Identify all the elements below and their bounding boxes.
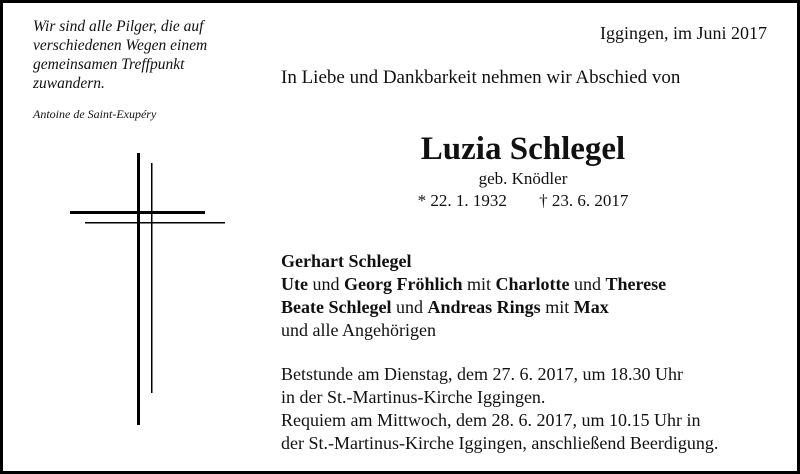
connector-text: mit (540, 297, 574, 317)
mourner-line: und alle Angehörigen (281, 320, 436, 340)
place-date: Iggingen, im Juni 2017 (600, 23, 767, 43)
mourner-name: Therese (605, 274, 667, 294)
mourner-line (281, 250, 666, 273)
quote (33, 17, 263, 93)
life-dates (283, 191, 763, 211)
connector-text: und (391, 297, 428, 317)
death-date: † 23. 6. 2017 (539, 191, 629, 210)
mourner-name: Max (573, 297, 609, 317)
service-line: in der St.-Martinus-Kirche Iggingen. (281, 387, 546, 407)
service-info (281, 363, 718, 455)
quote-line: Wir sind alle Pilger, die auf (33, 18, 204, 35)
connector-text: und (569, 274, 606, 294)
service-line: der St.-Martinus-Kirche Iggingen, anschließend Beerdigung. (281, 433, 719, 453)
service-line: Betstunde am Dienstag, dem 27. 6. 2017, um 18.30 Uhr (281, 364, 683, 384)
mourner-name: Andreas Rings (427, 297, 541, 317)
mourner-line (281, 273, 666, 296)
farewell-text: In Liebe und Dankbarkeit nehmen wir Abschied von (281, 67, 681, 88)
birth-date: * 22. 1. 1932 (417, 191, 507, 210)
cross-icon (63, 148, 233, 428)
mourner-name: Ute (281, 274, 308, 294)
mourner-name: Beate Schlegel (281, 297, 392, 317)
quote-line: zuwandern. (33, 75, 105, 92)
connector-text: mit (462, 274, 496, 294)
service-line: Requiem am Mittwoch, dem 28. 6. 2017, um 10.15 Uhr in (281, 410, 701, 430)
quote-line: gemeinsamen Treffpunkt (33, 56, 185, 73)
maiden-name: geb. Knödler (478, 169, 568, 188)
mourner-name: Gerhart Schlegel (281, 251, 412, 271)
quote-line: verschiedenen Wegen einem (33, 37, 208, 54)
mourners-list (281, 250, 666, 342)
deceased-name: Luzia Schlegel (420, 131, 626, 167)
mourner-name: Charlotte (495, 274, 570, 294)
mourner-name: Georg Fröhlich (343, 274, 463, 294)
mourner-line (281, 296, 666, 319)
quote-author: Antoine de Saint-Exupéry (33, 107, 157, 121)
connector-text: und (307, 274, 344, 294)
